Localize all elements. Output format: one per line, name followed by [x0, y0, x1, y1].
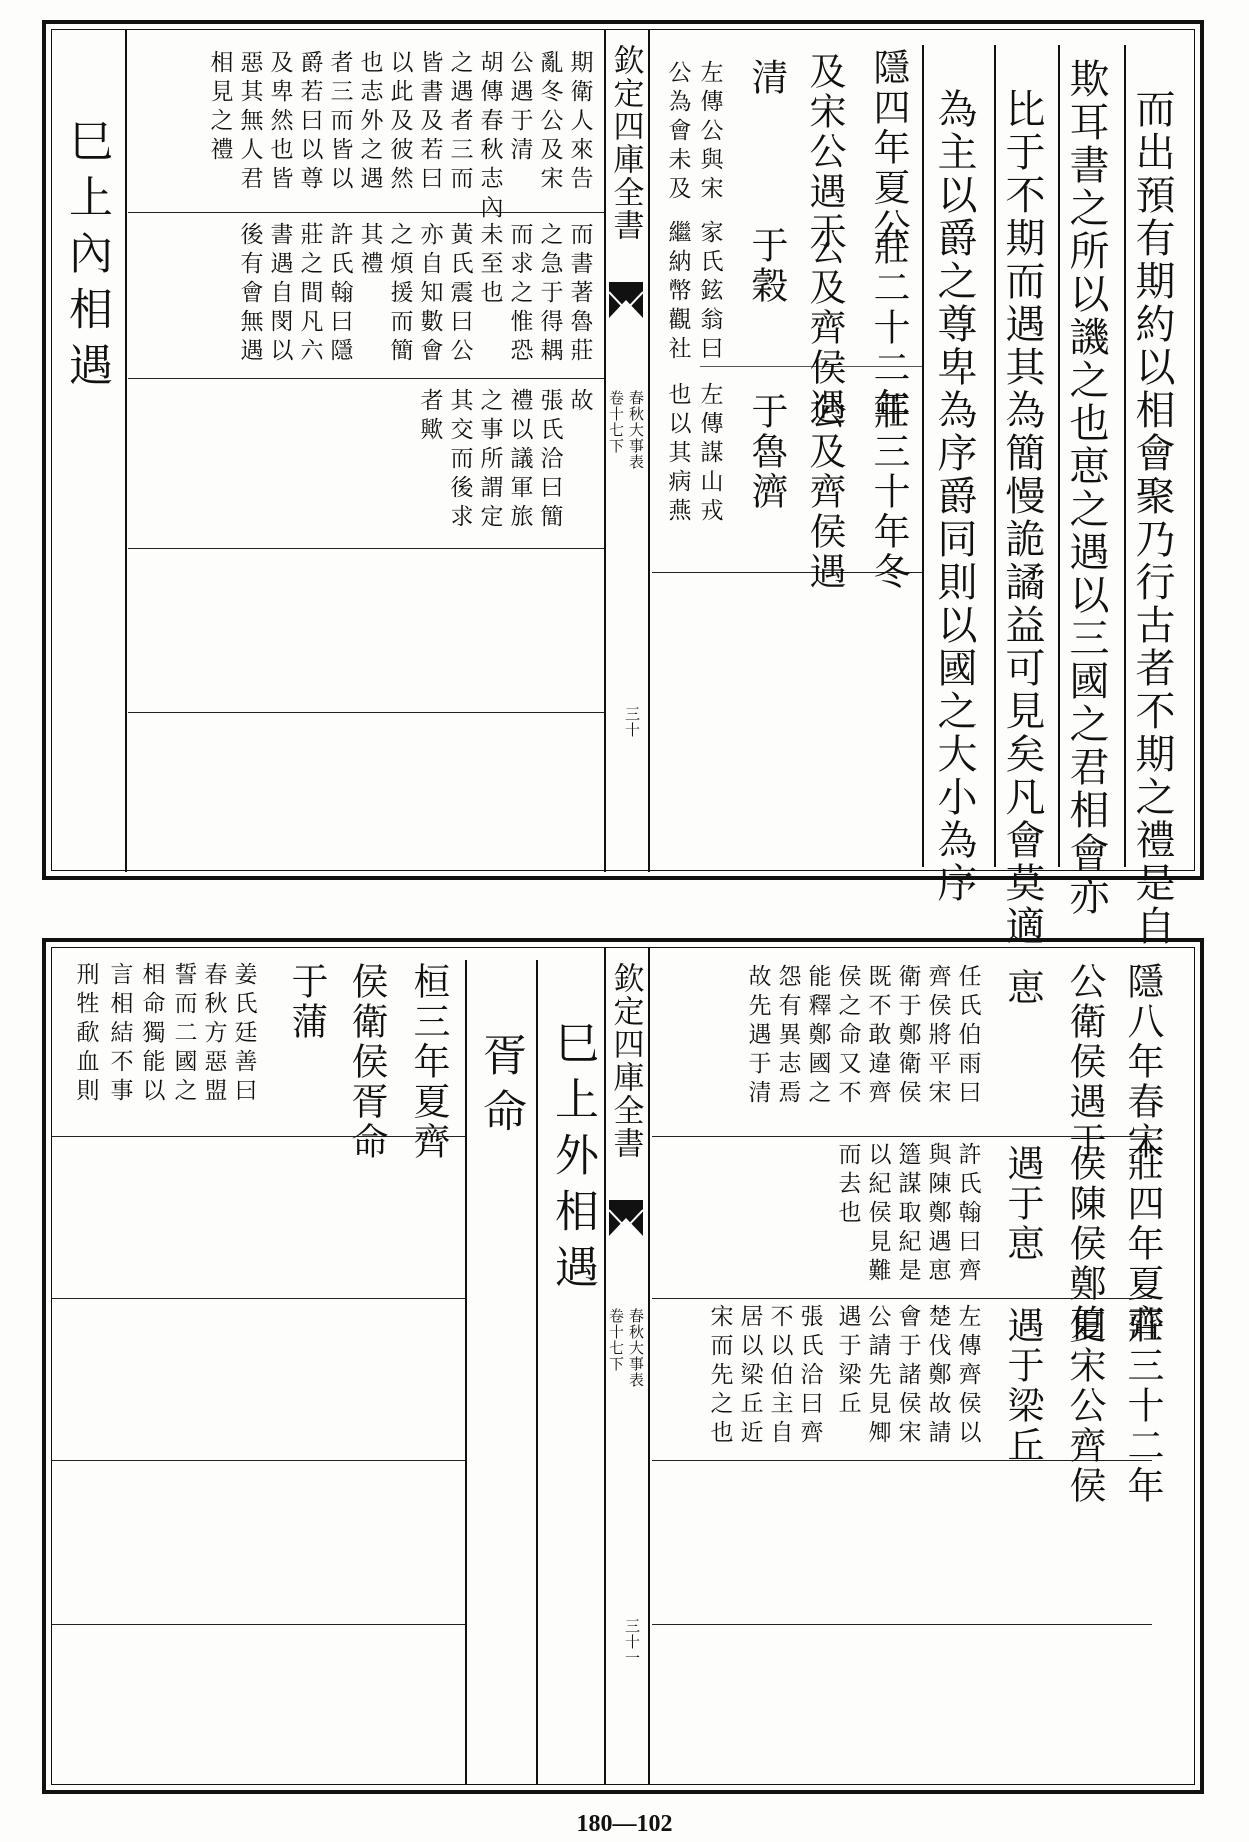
top-center-title: 欽定四庫全書	[607, 44, 644, 242]
bottom-note3-c5: 遇于梁丘	[834, 1304, 861, 1420]
bottom-middle-heading-rule-l	[536, 960, 538, 1784]
top-note-l-c10: 爵若曰以尊	[296, 50, 323, 195]
top-note-l-c4b: 未至也	[476, 222, 503, 309]
top-note-l-c3c: 禮以議軍旅	[506, 388, 533, 533]
top-note-l-c9: 者三而皆以	[326, 50, 353, 195]
top-note-l-c1c: 故	[566, 388, 593, 417]
bottom-right-hrule-4	[652, 1624, 1152, 1625]
top-note-l-c10b: 莊之間凡六	[296, 222, 323, 367]
bottom-note2-c1: 許氏翰曰齊	[954, 1142, 981, 1287]
top-left-heading-rule	[125, 30, 127, 872]
top-note-l-c6b: 亦自知數會	[416, 222, 443, 367]
top-note-r2: 公為會未及	[664, 60, 691, 205]
top-note-l-c7b: 之煩援而簡	[386, 222, 413, 367]
top-note-l-c8: 也志外之遇	[356, 50, 383, 195]
top-note-l-c1: 期衛人來告	[566, 50, 593, 195]
top-note-l-c12: 惡其無人君	[236, 50, 263, 195]
bottom-note3-c1: 左傳齊侯以	[954, 1304, 981, 1449]
top-left-hrule-3	[128, 548, 604, 549]
bottom-center-rule-left	[604, 948, 606, 1784]
bottom-note2-c2: 與陳鄭遇𠅤	[924, 1142, 951, 1287]
top-note-l-c2: 亂冬公及宋	[536, 50, 563, 195]
top-note-l-c2b: 之急于得耦	[536, 222, 563, 367]
top-note-l-c3: 公遇于清	[506, 50, 533, 166]
bottom-left-note-c2: 春秋方惡盟	[200, 962, 227, 1107]
top-entry-c-2: 于穀	[745, 226, 788, 306]
bottom-left-note-c3: 誓而二國之	[170, 962, 197, 1107]
bottom-note3-c3: 會于諸侯宋	[894, 1304, 921, 1449]
bottom-entry-1: 隱八年春宋	[1121, 962, 1164, 1162]
page-number: 180—102	[576, 1811, 673, 1837]
top-entry-c-3: 于魯濟	[745, 392, 788, 512]
bottom-note1-c7: 怨有異志焉	[774, 964, 801, 1109]
bottom-note2-c4: 以紀侯見難	[864, 1142, 891, 1287]
top-rule-1	[1124, 45, 1126, 867]
top-note-l-c11b: 書遇自閔以	[266, 222, 293, 367]
top-note-l-c4: 胡傳春秋志內	[476, 50, 503, 224]
bottom-center-leaf: 三十一	[623, 1618, 641, 1666]
bottom-note2-c3: 簉謀取紀是	[894, 1142, 921, 1287]
bottom-note1-c2: 齊侯將平宋	[924, 964, 951, 1109]
bottom-entry-2-c: 夏宋公齊侯	[1063, 1306, 1106, 1506]
top-center-book: 春秋大事表	[627, 390, 645, 470]
top-center-volume: 卷十七下	[607, 390, 625, 454]
top-note-l-c8b: 其禮	[356, 222, 383, 280]
bottom-entry-3-b: 遇于𠅤	[1001, 1144, 1044, 1264]
top-entry-c: 清	[745, 58, 788, 98]
top-note-l-c13: 相見之禮	[206, 50, 233, 166]
bottom-entry-2-b: 侯陳侯鄭伯	[1063, 1144, 1106, 1344]
bottom-left-entry-col3: 于蒲	[285, 962, 328, 1042]
top-note-l-c3b: 而求之惟恐	[506, 222, 533, 367]
bottom-entry-3-c: 遇于梁丘	[1001, 1306, 1044, 1466]
top-note-r1c: 左傳謀山戎	[696, 382, 723, 527]
bottom-left-note-c6: 刑牲歃血則	[72, 962, 99, 1107]
top-center-rule-left	[604, 30, 606, 872]
top-note-l-c5c: 其交而後求	[446, 388, 473, 533]
bottom-center-volume: 卷十七下	[607, 1308, 625, 1372]
bottom-left-note-c4: 相命獨能以	[138, 962, 165, 1107]
top-note-l-c9b: 許氏翰曰隱	[326, 222, 353, 367]
top-note-l-c5: 之遇者三而	[446, 50, 473, 195]
bottom-fish-tail-ornament	[609, 1200, 643, 1236]
top-note-l-c4c: 之事所謂定	[476, 388, 503, 533]
top-note-l-c6c: 者歟	[416, 388, 443, 446]
top-entry-b-3: 公及齊侯遇	[803, 392, 846, 592]
bottom-section-heading: 胥命	[475, 1032, 526, 1144]
top-note-l-c1b: 而書著魯莊	[566, 222, 593, 367]
bottom-note3-c9: 宋而先之也	[706, 1304, 733, 1449]
bottom-center-book: 春秋大事表	[627, 1308, 645, 1388]
bottom-center-title: 欽定四庫全書	[607, 962, 644, 1160]
top-rule-3	[994, 45, 996, 867]
top-center-leaf: 三十	[623, 706, 641, 738]
bottom-note1-c6: 能釋鄭國之	[804, 964, 831, 1109]
top-main-text-col-2: 欺耳書之所以譏之也𠅤之遇以三國之君相會亦	[1063, 58, 1109, 918]
top-note-l-c7: 以此及彼然	[386, 50, 413, 195]
top-fish-tail-ornament	[609, 282, 643, 318]
top-rule-4	[922, 45, 924, 867]
bottom-entry-2: 公衛侯遇于	[1063, 962, 1106, 1162]
top-note-r1b: 家氏鉉翁曰	[696, 220, 723, 365]
bottom-note1-c5: 侯之命又不	[834, 964, 861, 1109]
bottom-center-rule-right	[648, 948, 650, 1784]
top-left-hrule-1	[128, 212, 604, 213]
top-entry-b: 及宋公遇于	[803, 52, 846, 252]
top-center-rule-right	[648, 30, 650, 872]
bottom-left-hrule-3	[52, 1460, 465, 1461]
top-note-r2b: 繼納幣觀社	[664, 220, 691, 365]
top-note-r1: 左傳公與宋	[696, 60, 723, 205]
bottom-left-hrule-1	[52, 1136, 465, 1137]
bottom-left-note-c1: 姜氏廷善曰	[230, 962, 257, 1107]
top-section-heading: 巳上內相遇	[61, 118, 112, 398]
bottom-note1-c3: 衛于鄭衛侯	[894, 964, 921, 1109]
bottom-note3-c8: 居以梁丘近	[736, 1304, 763, 1449]
top-entry-a-date2: 莊三十年冬	[867, 392, 910, 592]
top-left-hrule-2	[128, 378, 604, 379]
bottom-left-note-c5: 言相結不事	[106, 962, 133, 1107]
top-note-r2c: 也以其病燕	[664, 382, 691, 527]
top-note-l-c2c: 張氏洽曰簡	[536, 388, 563, 533]
top-entry-b-2: 公及齊侯遇	[803, 228, 846, 428]
top-left-hrule-4	[128, 712, 604, 713]
bottom-middle-heading: 巳上外相遇	[547, 1020, 598, 1300]
top-entry-a-date: 莊二十二年	[867, 228, 910, 428]
top-note-l-c11: 及卑然也皆	[266, 50, 293, 195]
bottom-left-entry-col2: 侯衛侯胥命	[345, 962, 388, 1162]
bottom-left-entry-col1: 桓三年夏齊	[407, 962, 450, 1162]
bottom-note1-c4: 既不敢違齊	[864, 964, 891, 1109]
bottom-entry-1-date2: 莊三十二年	[1121, 1306, 1164, 1506]
bottom-note1-c1: 任氏伯雨曰	[954, 964, 981, 1109]
bottom-note3-c2: 楚伐鄭故請	[924, 1304, 951, 1449]
bottom-section-rule	[465, 960, 467, 1784]
top-entry-a: 隱四年夏公	[867, 48, 910, 248]
bottom-note1-c8: 故先遇于清	[744, 964, 771, 1109]
top-note-l-c5b: 黃氏震曰公	[446, 222, 473, 367]
top-main-text-col-1: 而出預有期約以相會聚乃行古者不期之禮是自	[1129, 88, 1175, 948]
top-rule-2	[1058, 45, 1060, 867]
bottom-note3-c4: 公請先見𡖖	[864, 1304, 891, 1449]
top-note-l-c12b: 後有會無遇	[236, 222, 263, 367]
bottom-entry-3: 𠅤	[1001, 968, 1044, 1008]
top-main-text-col-4: 為主以爵之尊卑為序爵同則以國之大小為序	[931, 88, 977, 905]
top-note-l-c6: 皆書及若曰	[416, 50, 443, 195]
bottom-entry-1-date: 莊四年夏齊	[1121, 1144, 1164, 1344]
bottom-left-hrule-2	[52, 1298, 465, 1299]
top-main-text-col-3: 比于不期而遇其為簡慢詭譎益可見矣凡會莫適	[999, 88, 1045, 948]
bottom-note2-c5: 而去也	[834, 1142, 861, 1229]
bottom-note3-c6: 張氏洽曰齊	[796, 1304, 823, 1449]
bottom-note3-c7: 不以伯主自	[766, 1304, 793, 1449]
bottom-left-hrule-4	[52, 1624, 465, 1625]
